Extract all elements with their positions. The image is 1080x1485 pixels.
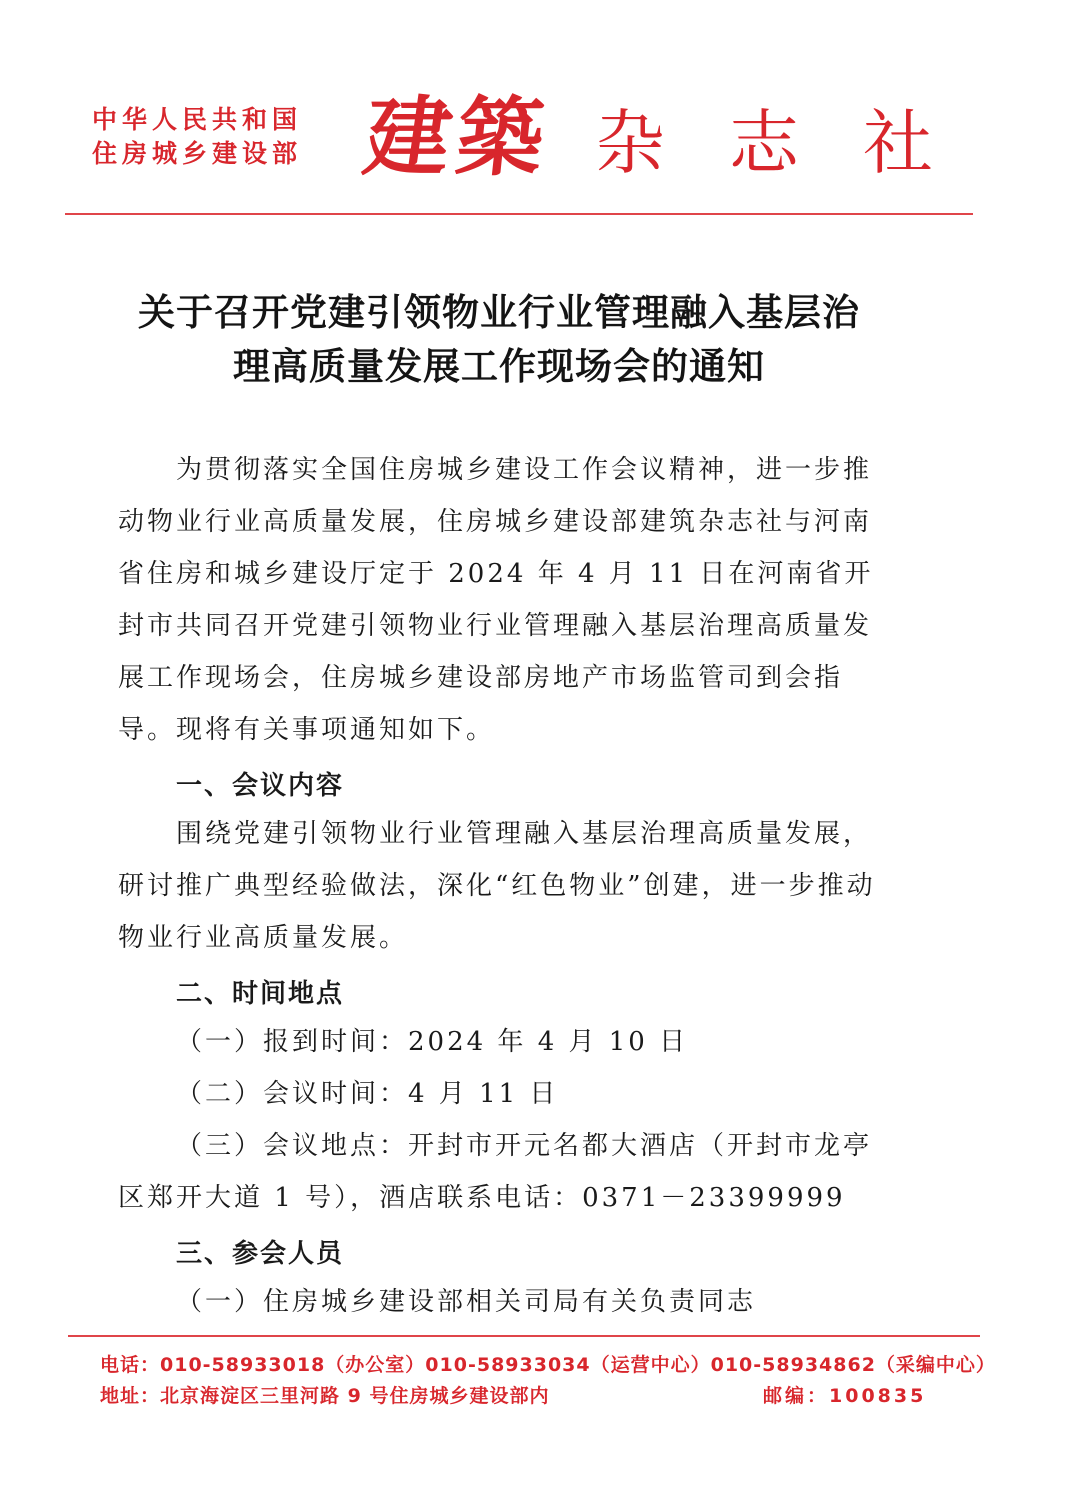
letterhead-org — [92, 103, 302, 171]
footer-divider — [68, 1335, 980, 1337]
letterhead-publisher-name — [357, 87, 933, 193]
footer-phone-line: 电话：010-58933018（办公室）010-58933034（运营中心）010-58934862（采编中心） — [100, 1354, 996, 1376]
publisher-char-5: 社 — [863, 102, 933, 184]
document-body — [118, 444, 890, 1328]
section-heading-1: 一、会议内容 — [176, 771, 345, 801]
section2-item-3: （三）会议地点：开封市开元名都大酒店（开封市龙亭区郑开大道 1 号），酒店联系电话：0371－23399999 — [118, 1131, 873, 1213]
footer-address-line — [100, 1381, 930, 1408]
letterhead-divider — [65, 213, 973, 215]
section2-item-2: （二）会议时间：4 月 11 日 — [176, 1079, 559, 1109]
section1-paragraph: 围绕党建引领物业行业管理融入基层治理高质量发展，研讨推广典型经验做法，深化“红色物业”创建，进一步推动物业行业高质量发展。 — [118, 819, 876, 953]
section3-item-1: （一）住房城乡建设部相关司局有关负责同志 — [176, 1287, 757, 1317]
document-title-line2: 理高质量发展工作现场会的通知 — [233, 344, 765, 388]
letterhead-org-line1: 中华人民共和国 — [92, 105, 303, 134]
section2-item-1: （一）报到时间：2024 年 4 月 10 日 — [176, 1027, 689, 1057]
publisher-char-4: 志 — [729, 102, 799, 184]
section-heading-2: 二、时间地点 — [176, 979, 345, 1009]
document-title-line1: 关于召开党建引领物业行业管理融入基层治 — [138, 290, 860, 334]
footer-postcode: 邮编：100835 — [763, 1385, 927, 1407]
intro-paragraph: 为贯彻落实全国住房城乡建设工作会议精神，进一步推动物业行业高质量发展，住房城乡建设部建筑杂志社与河南省住房和城乡建设厅定于 2024 年 4 月 11 日在河南省开封市共同召开党建引领物业行业管理融入基层治理高质量发展工作现场会，住房城乡建设部房地产市场监管司到会指导。现将有关事项通知如下。 — [118, 455, 874, 745]
section-heading-3: 三、参会人员 — [176, 1239, 345, 1269]
footer-address: 地址：北京海淀区三里河路 9 号住房城乡建设部内 — [100, 1385, 550, 1407]
publisher-char-1: 建 — [357, 87, 459, 188]
publisher-char-2: 築 — [451, 87, 549, 188]
letterhead-org-line2: 住房城乡建设部 — [92, 139, 303, 168]
publisher-char-3: 杂 — [595, 102, 665, 184]
